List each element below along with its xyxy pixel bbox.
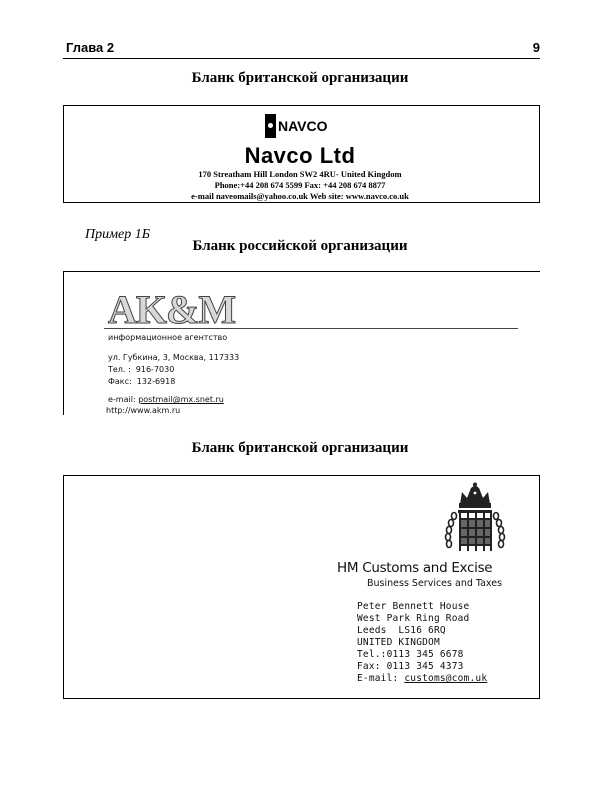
navco-logo-text: NAVCO: [278, 118, 328, 134]
chapter-label: Глава 2: [66, 40, 115, 55]
hm-email-link[interactable]: customs@com.uk: [404, 673, 488, 684]
akm-logo-rule: [104, 328, 518, 329]
akm-logo: AK&M: [108, 287, 236, 332]
akm-email-row: [108, 395, 224, 404]
akm-tel: Тел. : 916-7030: [108, 365, 175, 374]
navco-logo-icon: [265, 114, 276, 138]
hm-address-line-3: Leeds LS16 6RQ: [357, 625, 446, 636]
akm-fax: Факс: 132-6918: [108, 377, 176, 386]
section-heading-british-1: Бланк британской организации: [191, 70, 409, 86]
hm-address-line-5: Tel.:0113 345 6678: [357, 649, 464, 660]
hm-address-line-6: Fax: 0113 345 4373: [357, 661, 464, 672]
akm-email-link[interactable]: postmail@mx.snet.ru: [138, 395, 224, 404]
akm-address: ул. Губкина, 3, Москва, 117333: [108, 353, 240, 362]
navco-email-web: e-mail naveomails@yahoo.co.uk Web site: www.navco.co.uk: [191, 191, 409, 201]
section-heading-russian: Бланк российской организации: [192, 238, 408, 254]
akm-agency: информационное агентство: [108, 333, 228, 342]
hm-title: HM Customs and Excise: [337, 560, 493, 576]
akm-email-label: e-mail:: [108, 395, 139, 404]
navco-company-name: Navco Ltd: [244, 143, 356, 168]
hm-address-line-4: UNITED KINGDOM: [357, 637, 440, 648]
header-rule: [63, 58, 540, 59]
hm-email-label: E-mail:: [357, 673, 405, 684]
hm-address-line-2: West Park Ring Road: [357, 613, 470, 624]
hm-subtitle: Business Services and Taxes: [367, 578, 503, 589]
navco-phone-fax: Phone:+44 208 674 5599 Fax: +44 208 674 8877: [214, 180, 386, 190]
section-heading-british-2: Бланк британской организации: [191, 440, 409, 456]
example-label: Пример 1Б: [85, 227, 151, 242]
navco-logo: [265, 114, 328, 138]
akm-web-link[interactable]: http://www.akm.ru: [106, 406, 181, 415]
navco-address: 170 Streatham Hill London SW2 4RU- United Kingdom: [198, 169, 402, 179]
portcullis-crown-icon: [432, 482, 518, 560]
hm-email-row: [357, 673, 487, 684]
hm-address-line-1: Peter Bennett House: [357, 601, 470, 612]
page-number: 9: [532, 40, 540, 55]
